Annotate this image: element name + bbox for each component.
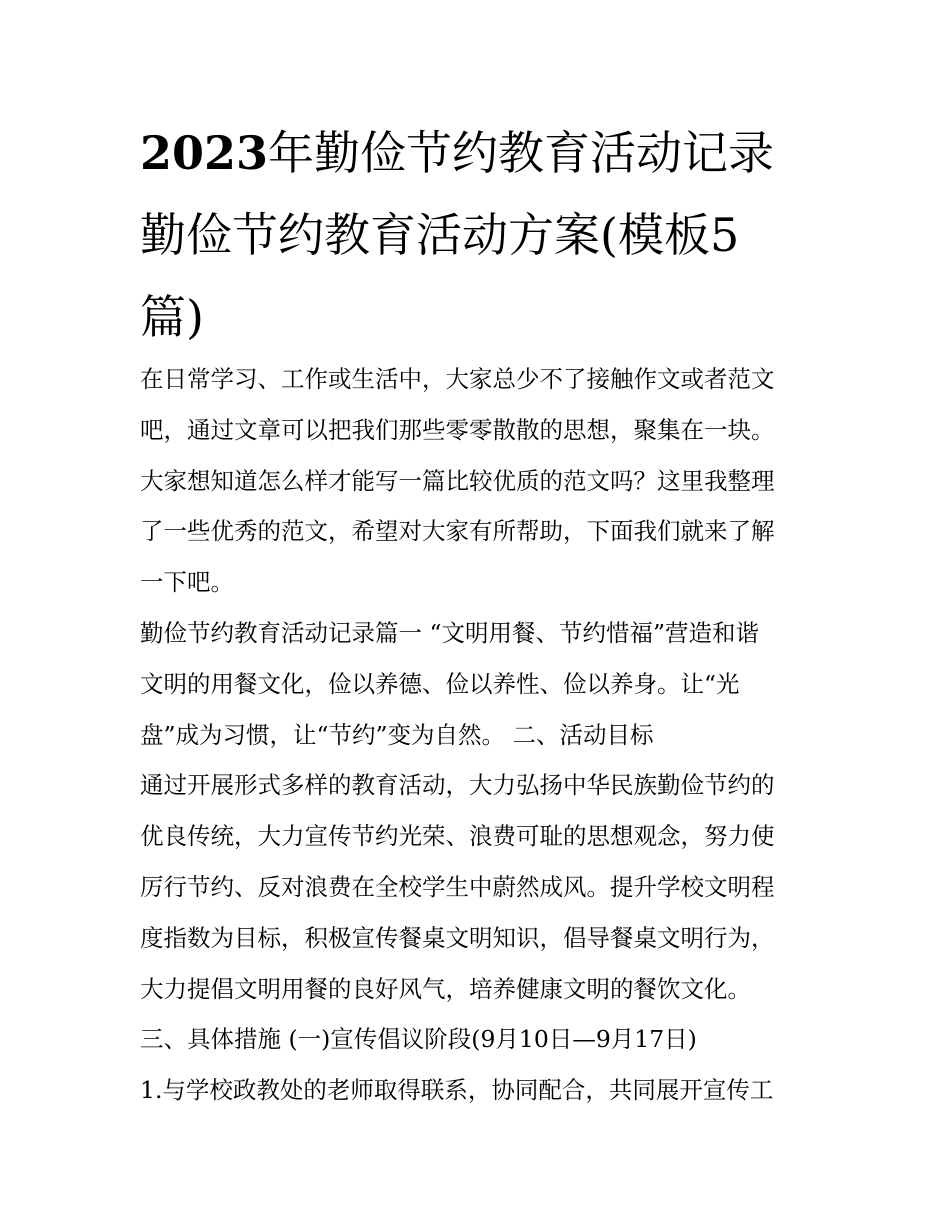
body-line: 度指数为目标，积极宣传餐桌文明知识，倡导餐桌文明行为， (140, 923, 775, 952)
body-line: 1.与学校政教处的老师取得联系，协同配合，共同展开宣传工 (140, 1076, 774, 1105)
title-line-1-rest: 年勤俭节约教育活动记录 (268, 126, 775, 180)
title-line (140, 112, 820, 194)
body-line: 盘”成为习惯，让“节约”变为自然。 二、活动目标 (140, 720, 654, 749)
document-body (140, 354, 820, 1116)
body-line: 大力提倡文明用餐的良好风气，培养健康文明的餐饮文化。 (140, 974, 751, 1003)
body-line: 大家想知道怎么样才能写一篇比较优质的范文吗？这里我整理 (140, 466, 775, 495)
body-line: 三、具体措施 (一)宣传倡议阶段(9月10日—9月17日) (140, 1025, 697, 1054)
body-line: 厉行节约、反对浪费在全校学生中蔚然成风。提升学校文明程 (140, 872, 775, 901)
document-title (140, 112, 820, 358)
body-line: 通过开展形式多样的教育活动，大力弘扬中华民族勤俭节约的 (140, 771, 775, 800)
body-line: 优良传统，大力宣传节约光荣、浪费可耻的思想观念，努力使 (140, 822, 775, 851)
title-line: 篇) (140, 290, 204, 344)
body-line: 文明的用餐文化，俭以养德、俭以养性、俭以养身。让“光 (140, 669, 740, 698)
body-line: 一下吧。 (140, 568, 234, 597)
body-line: 在日常学习、工作或生活中，大家总少不了接触作文或者范文 (140, 365, 775, 393)
body-line: 吧，通过文章可以把我们那些零零散散的思想，聚集在一块。 (140, 415, 775, 444)
title-line: 勤俭节约教育活动方案(模板5 (140, 208, 740, 262)
body-line: 勤俭节约教育活动记录篇一 “文明用餐、节约惜福”营造和谐 (140, 618, 759, 647)
title-year: 2023 (140, 126, 269, 180)
body-line: 了一些优秀的范文，希望对大家有所帮助，下面我们就来了解 (140, 517, 775, 546)
